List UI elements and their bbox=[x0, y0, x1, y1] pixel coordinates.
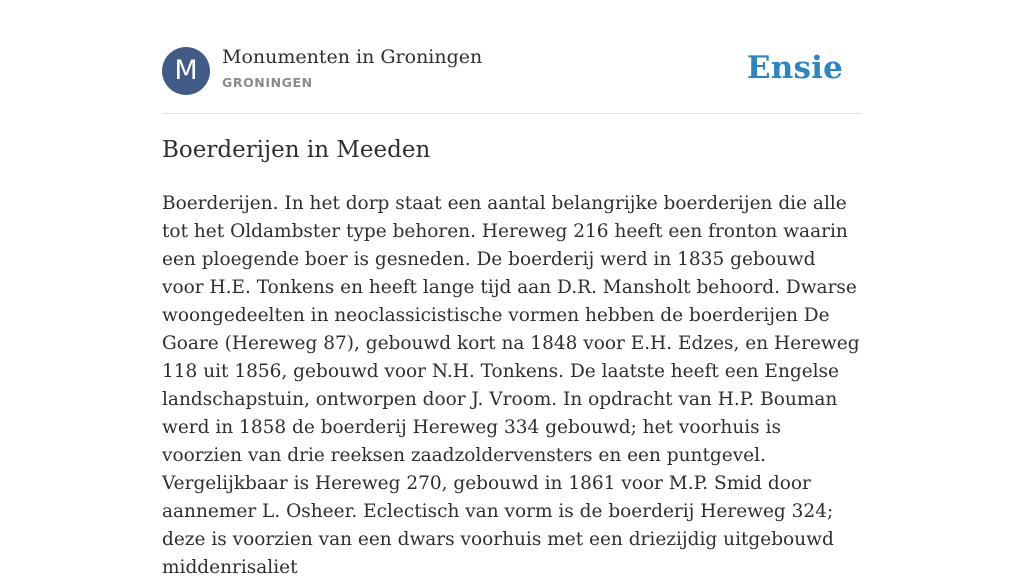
article-body: Boerderijen. In het dorp staat een aantal belangrijke boerderijen die alle tot het Oldambster type behoren. Hereweg 216 heeft een fronton waarin een ploegende boer is gesneden. De boerderij werd in 1835 gebouwd voor H.E. Tonkens en heeft lange tijd aan D.R. Mansholt behoord. Dwarse woongedeelten in neoclassicistische vormen hebben de boerderijen De Goare (Hereweg 87), gebouwd kort na 1848 voor E.H. Edzes, en Hereweg 118 uit 1856, gebouwd voor N.H. Tonkens. De laatste heeft een Engelse landschapstuin, ontworpen door J. Vroom. In opdracht van H.P. Bouman werd in 1858 de boerderij Hereweg 334 gebouwd; het voorhuis is voorzien van drie reeksen zaadzoldervensters en een puntgevel. Vergelijkbaar is Hereweg 270, gebouwd in 1861 voor M.P. Smid door aannemer L. Osheer. Eclectisch van vorm is de boerderij Hereweg 324; deze is voorzien van een dwars voorhuis met een driezijdig uitgebouwd middenrisaliet bbox=[162, 193, 860, 578]
avatar[interactable]: M bbox=[162, 47, 210, 95]
ensie-logo[interactable]: Ensie bbox=[746, 50, 843, 86]
collection-subtitle[interactable]: GRONINGEN bbox=[222, 75, 313, 90]
article-card bbox=[162, 0, 862, 578]
header bbox=[162, 0, 862, 114]
page-title: Boerderijen in Meeden bbox=[162, 137, 431, 163]
collection-title[interactable]: Monumenten in Groningen bbox=[222, 46, 483, 68]
